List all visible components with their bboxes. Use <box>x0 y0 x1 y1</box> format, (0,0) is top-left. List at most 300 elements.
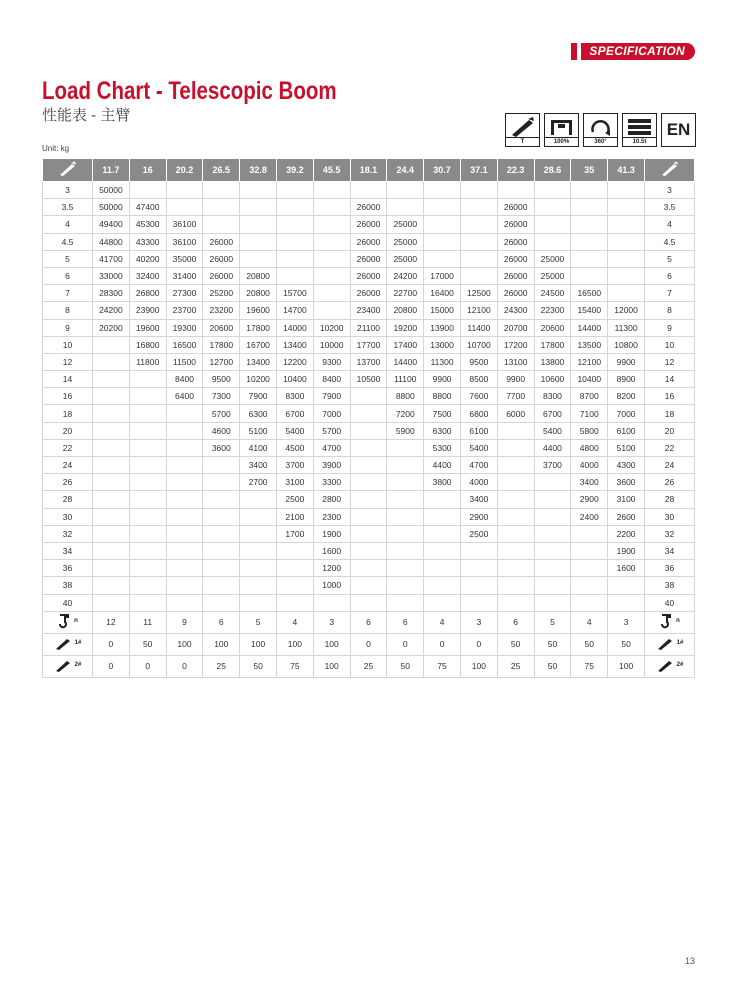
load-cell: 16500 <box>166 336 203 353</box>
section2-telescoping-icon <box>43 655 93 677</box>
load-cell <box>460 216 497 233</box>
load-cell: 23200 <box>203 302 240 319</box>
load-cell <box>276 560 313 577</box>
footer-value-cell: 6 <box>497 611 534 633</box>
load-cell: 6400 <box>166 388 203 405</box>
load-cell <box>497 474 534 491</box>
load-cell: 1700 <box>276 525 313 542</box>
load-cell <box>350 525 387 542</box>
load-cell: 23900 <box>129 302 166 319</box>
specification-tag <box>571 43 695 60</box>
radius-cell-right: 32 <box>645 525 695 542</box>
footer-value-cell: 25 <box>350 655 387 677</box>
load-cell <box>534 491 571 508</box>
load-cell <box>424 182 461 199</box>
load-cell <box>93 508 130 525</box>
load-cell: 41700 <box>93 250 130 267</box>
load-cell: 5800 <box>571 422 608 439</box>
load-cell: 4300 <box>608 457 645 474</box>
load-cell <box>534 508 571 525</box>
load-cell <box>129 491 166 508</box>
load-cell <box>93 594 130 611</box>
load-cell: 8800 <box>387 388 424 405</box>
load-cell: 27300 <box>166 285 203 302</box>
radius-cell: 26 <box>43 474 93 491</box>
counterweight-icon-box <box>622 113 657 147</box>
load-cell: 13400 <box>276 336 313 353</box>
boom-length-header: 41.3 <box>608 159 645 182</box>
load-cell <box>424 594 461 611</box>
table-row <box>43 353 695 370</box>
load-cell <box>129 422 166 439</box>
boom-length-header: 18.1 <box>350 159 387 182</box>
load-cell <box>387 525 424 542</box>
load-cell <box>129 525 166 542</box>
table-row <box>43 250 695 267</box>
load-cell: 20800 <box>240 285 277 302</box>
counterweight-caption: 10.5t <box>623 137 656 146</box>
load-cell: 32400 <box>129 267 166 284</box>
footer-value-cell: 0 <box>166 655 203 677</box>
load-cell: 4000 <box>460 474 497 491</box>
load-cell <box>497 542 534 559</box>
table-row <box>43 302 695 319</box>
load-cell: 11100 <box>387 371 424 388</box>
radius-cell: 9 <box>43 319 93 336</box>
load-cell: 24200 <box>93 302 130 319</box>
load-cell: 5900 <box>387 422 424 439</box>
load-cell <box>93 405 130 422</box>
load-cell: 43300 <box>129 233 166 250</box>
table-row <box>43 216 695 233</box>
icon-label: n <box>676 618 680 625</box>
radius-cell-right: 6 <box>645 267 695 284</box>
radius-cell: 40 <box>43 594 93 611</box>
load-cell <box>93 439 130 456</box>
load-cell <box>129 388 166 405</box>
load-cell <box>129 508 166 525</box>
load-cell <box>387 577 424 594</box>
load-cell <box>460 250 497 267</box>
load-cell <box>203 560 240 577</box>
load-cell <box>166 525 203 542</box>
load-cell <box>350 577 387 594</box>
load-cell <box>387 542 424 559</box>
load-cell <box>166 457 203 474</box>
radius-cell: 5 <box>43 250 93 267</box>
load-cell: 11800 <box>129 353 166 370</box>
load-cell: 26000 <box>497 267 534 284</box>
load-cell <box>497 457 534 474</box>
load-cell: 22300 <box>534 302 571 319</box>
table-row <box>43 594 695 611</box>
footer-value-cell: 12 <box>93 611 130 633</box>
load-cell: 25000 <box>387 233 424 250</box>
footer-value-cell: 3 <box>460 611 497 633</box>
load-cell: 3600 <box>608 474 645 491</box>
load-cell <box>534 542 571 559</box>
load-cell: 19300 <box>166 319 203 336</box>
footer-value-cell: 11 <box>129 611 166 633</box>
load-cell: 26000 <box>350 233 387 250</box>
load-cell <box>240 508 277 525</box>
load-cell: 36100 <box>166 216 203 233</box>
radius-cell: 22 <box>43 439 93 456</box>
load-cell: 3300 <box>313 474 350 491</box>
load-cell: 9900 <box>608 353 645 370</box>
load-cell: 13700 <box>350 353 387 370</box>
load-cell <box>424 508 461 525</box>
load-cell <box>93 336 130 353</box>
table-row <box>43 405 695 422</box>
load-cell <box>534 560 571 577</box>
radius-cell-right: 10 <box>645 336 695 353</box>
load-cell: 31400 <box>166 267 203 284</box>
load-cell <box>93 371 130 388</box>
boom-length-header: 20.2 <box>166 159 203 182</box>
load-cell: 5400 <box>460 439 497 456</box>
load-cell: 2700 <box>240 474 277 491</box>
radius-cell: 34 <box>43 542 93 559</box>
radius-cell-right: 28 <box>645 491 695 508</box>
load-cell: 25200 <box>203 285 240 302</box>
load-cell <box>313 233 350 250</box>
load-cell <box>203 457 240 474</box>
radius-header-icon-right <box>645 159 695 182</box>
footer-value-cell: 100 <box>166 633 203 655</box>
radius-cell: 3.5 <box>43 199 93 216</box>
table-row <box>43 542 695 559</box>
load-cell <box>460 594 497 611</box>
section1-telescoping-icon <box>43 633 93 655</box>
load-cell: 6100 <box>460 422 497 439</box>
footer-value-cell: 0 <box>350 633 387 655</box>
load-cell: 26000 <box>350 199 387 216</box>
radius-cell-right: 30 <box>645 508 695 525</box>
load-cell: 40200 <box>129 250 166 267</box>
footer-row <box>43 611 695 633</box>
load-cell <box>571 560 608 577</box>
load-cell: 7200 <box>387 405 424 422</box>
load-cell: 2200 <box>608 525 645 542</box>
load-cell: 9900 <box>424 371 461 388</box>
load-cell: 49400 <box>93 216 130 233</box>
load-cell: 12500 <box>460 285 497 302</box>
load-cell: 10500 <box>350 371 387 388</box>
load-cell: 6700 <box>276 405 313 422</box>
load-cell: 8700 <box>571 388 608 405</box>
load-cell <box>497 491 534 508</box>
load-cell: 8400 <box>166 371 203 388</box>
footer-value-cell: 100 <box>608 655 645 677</box>
load-cell <box>571 267 608 284</box>
telescopic-boom-icon <box>509 116 536 138</box>
load-cell <box>497 594 534 611</box>
footer-value-cell: 4 <box>276 611 313 633</box>
load-cell <box>534 216 571 233</box>
load-cell <box>460 560 497 577</box>
load-cell <box>93 457 130 474</box>
load-cell: 12100 <box>571 353 608 370</box>
load-cell <box>424 525 461 542</box>
load-cell: 5100 <box>240 422 277 439</box>
load-cell: 17400 <box>387 336 424 353</box>
load-cell <box>460 267 497 284</box>
load-cell: 47400 <box>129 199 166 216</box>
footer-value-cell: 100 <box>313 633 350 655</box>
load-cell: 13800 <box>534 353 571 370</box>
load-cell <box>424 542 461 559</box>
radius-cell-right: 14 <box>645 371 695 388</box>
load-cell: 2300 <box>313 508 350 525</box>
load-cell <box>240 250 277 267</box>
load-cell: 12200 <box>276 353 313 370</box>
load-cell <box>424 560 461 577</box>
load-cell <box>424 250 461 267</box>
load-cell: 2400 <box>571 508 608 525</box>
load-cell <box>240 199 277 216</box>
load-cell <box>460 577 497 594</box>
load-cell <box>203 182 240 199</box>
radius-cell-right: 16 <box>645 388 695 405</box>
load-cell <box>350 508 387 525</box>
table-row <box>43 491 695 508</box>
outrigger-icon <box>548 116 575 138</box>
load-cell: 7500 <box>424 405 461 422</box>
load-cell: 25000 <box>534 250 571 267</box>
boom-length-header: 32.8 <box>240 159 277 182</box>
load-cell: 3400 <box>571 474 608 491</box>
footer-value-cell: 6 <box>387 611 424 633</box>
load-cell: 10700 <box>460 336 497 353</box>
load-cell: 3900 <box>313 457 350 474</box>
load-cell: 5400 <box>276 422 313 439</box>
load-cell: 3600 <box>203 439 240 456</box>
load-cell: 26000 <box>350 285 387 302</box>
load-cell <box>534 577 571 594</box>
load-cell <box>497 439 534 456</box>
radius-cell-right: 36 <box>645 560 695 577</box>
load-cell: 6300 <box>424 422 461 439</box>
load-cell: 2900 <box>460 508 497 525</box>
load-cell <box>571 250 608 267</box>
load-cell <box>350 542 387 559</box>
hook-reeving-icon <box>43 611 93 633</box>
load-cell <box>203 199 240 216</box>
load-cell: 16500 <box>571 285 608 302</box>
load-cell: 13000 <box>424 336 461 353</box>
load-cell <box>608 216 645 233</box>
load-cell: 7700 <box>497 388 534 405</box>
load-cell: 50000 <box>93 182 130 199</box>
load-cell <box>387 491 424 508</box>
table-row <box>43 474 695 491</box>
footer-value-cell: 75 <box>276 655 313 677</box>
load-cell: 26000 <box>497 233 534 250</box>
table-row <box>43 439 695 456</box>
outrigger-icon-box <box>544 113 579 147</box>
load-cell <box>571 577 608 594</box>
load-cell: 10200 <box>240 371 277 388</box>
load-cell <box>534 525 571 542</box>
load-cell: 11300 <box>424 353 461 370</box>
load-cell: 11300 <box>608 319 645 336</box>
load-cell: 7300 <box>203 388 240 405</box>
load-cell <box>313 182 350 199</box>
footer-value-cell: 50 <box>497 633 534 655</box>
load-cell <box>313 199 350 216</box>
radius-cell: 14 <box>43 371 93 388</box>
icon-label: 1# <box>74 640 82 647</box>
load-cell: 24300 <box>497 302 534 319</box>
load-cell <box>129 371 166 388</box>
radius-cell-right: 38 <box>645 577 695 594</box>
footer-value-cell: 0 <box>424 633 461 655</box>
icon-label: n <box>74 618 78 625</box>
load-cell <box>497 560 534 577</box>
load-cell <box>240 233 277 250</box>
load-cell <box>350 560 387 577</box>
footer-value-cell: 50 <box>534 655 571 677</box>
language-badge: EN <box>661 113 696 147</box>
load-cell <box>608 267 645 284</box>
load-cell: 26000 <box>350 267 387 284</box>
load-cell <box>387 439 424 456</box>
load-cell: 9500 <box>460 353 497 370</box>
footer-value-cell: 100 <box>240 633 277 655</box>
load-cell: 8900 <box>608 371 645 388</box>
footer-value-cell: 4 <box>424 611 461 633</box>
load-cell <box>313 594 350 611</box>
footer-value-cell: 0 <box>387 633 424 655</box>
radius-cell: 12 <box>43 353 93 370</box>
load-cell <box>608 233 645 250</box>
load-cell: 13500 <box>571 336 608 353</box>
load-cell <box>608 594 645 611</box>
load-cell: 7900 <box>313 388 350 405</box>
load-cell: 2800 <box>313 491 350 508</box>
load-cell: 3100 <box>608 491 645 508</box>
load-cell: 8800 <box>424 388 461 405</box>
radius-cell: 36 <box>43 560 93 577</box>
load-cell: 19200 <box>387 319 424 336</box>
load-cell <box>460 542 497 559</box>
load-cell: 16400 <box>424 285 461 302</box>
load-cell <box>497 182 534 199</box>
load-cell <box>129 474 166 491</box>
footer-value-cell: 3 <box>608 611 645 633</box>
load-cell: 2900 <box>571 491 608 508</box>
load-cell <box>534 199 571 216</box>
load-cell: 35000 <box>166 250 203 267</box>
load-cell <box>203 216 240 233</box>
load-cell: 14400 <box>571 319 608 336</box>
load-cell <box>497 525 534 542</box>
load-cell: 4700 <box>460 457 497 474</box>
radius-cell: 10 <box>43 336 93 353</box>
radius-cell: 7 <box>43 285 93 302</box>
boom-length-header-row <box>43 159 695 182</box>
load-cell: 21100 <box>350 319 387 336</box>
outrigger-caption: 100% <box>545 137 578 146</box>
load-cell: 20600 <box>534 319 571 336</box>
load-cell <box>313 285 350 302</box>
footer-value-cell: 75 <box>424 655 461 677</box>
unit-label: Unit: kg <box>42 144 70 153</box>
load-cell: 20700 <box>497 319 534 336</box>
load-cell: 6000 <box>497 405 534 422</box>
footer-value-cell: 9 <box>166 611 203 633</box>
load-cell: 6800 <box>460 405 497 422</box>
load-cell: 24200 <box>387 267 424 284</box>
load-cell: 15400 <box>571 302 608 319</box>
load-cell <box>129 560 166 577</box>
footer-row <box>43 633 695 655</box>
load-cell <box>240 594 277 611</box>
load-cell: 25000 <box>387 250 424 267</box>
load-cell: 20600 <box>203 319 240 336</box>
load-cell <box>497 422 534 439</box>
load-cell <box>460 199 497 216</box>
boom-length-header: 24.4 <box>387 159 424 182</box>
load-cell <box>93 560 130 577</box>
load-cell <box>93 542 130 559</box>
radius-cell: 8 <box>43 302 93 319</box>
load-cell: 9500 <box>203 371 240 388</box>
load-cell: 20200 <box>93 319 130 336</box>
load-cell <box>240 542 277 559</box>
load-cell: 17200 <box>497 336 534 353</box>
load-cell <box>203 508 240 525</box>
radius-cell-right: 8 <box>645 302 695 319</box>
load-cell <box>460 182 497 199</box>
radius-cell: 18 <box>43 405 93 422</box>
load-cell: 2100 <box>276 508 313 525</box>
load-cell <box>166 508 203 525</box>
load-cell: 2500 <box>276 491 313 508</box>
load-cell <box>129 542 166 559</box>
load-cell <box>534 182 571 199</box>
load-cell: 12000 <box>608 302 645 319</box>
hook-reeving-icon <box>645 611 695 633</box>
load-cell <box>93 491 130 508</box>
radius-cell-right: 12 <box>645 353 695 370</box>
load-cell <box>276 267 313 284</box>
footer-value-cell: 4 <box>571 611 608 633</box>
load-cell: 10800 <box>608 336 645 353</box>
load-cell: 5400 <box>534 422 571 439</box>
radius-cell: 6 <box>43 267 93 284</box>
radius-cell: 32 <box>43 525 93 542</box>
load-cell <box>276 216 313 233</box>
footer-value-cell: 100 <box>276 633 313 655</box>
load-cell <box>497 508 534 525</box>
table-row <box>43 199 695 216</box>
boom-length-header: 37.1 <box>460 159 497 182</box>
rotation-icon <box>587 116 614 138</box>
load-cell <box>387 560 424 577</box>
load-cell: 17800 <box>240 319 277 336</box>
load-cell <box>203 491 240 508</box>
load-chart-table <box>42 158 695 678</box>
load-cell: 4400 <box>534 439 571 456</box>
radius-cell-right: 26 <box>645 474 695 491</box>
load-cell <box>424 233 461 250</box>
load-cell: 1200 <box>313 560 350 577</box>
load-cell: 36100 <box>166 233 203 250</box>
load-cell <box>93 353 130 370</box>
footer-value-cell: 0 <box>129 655 166 677</box>
